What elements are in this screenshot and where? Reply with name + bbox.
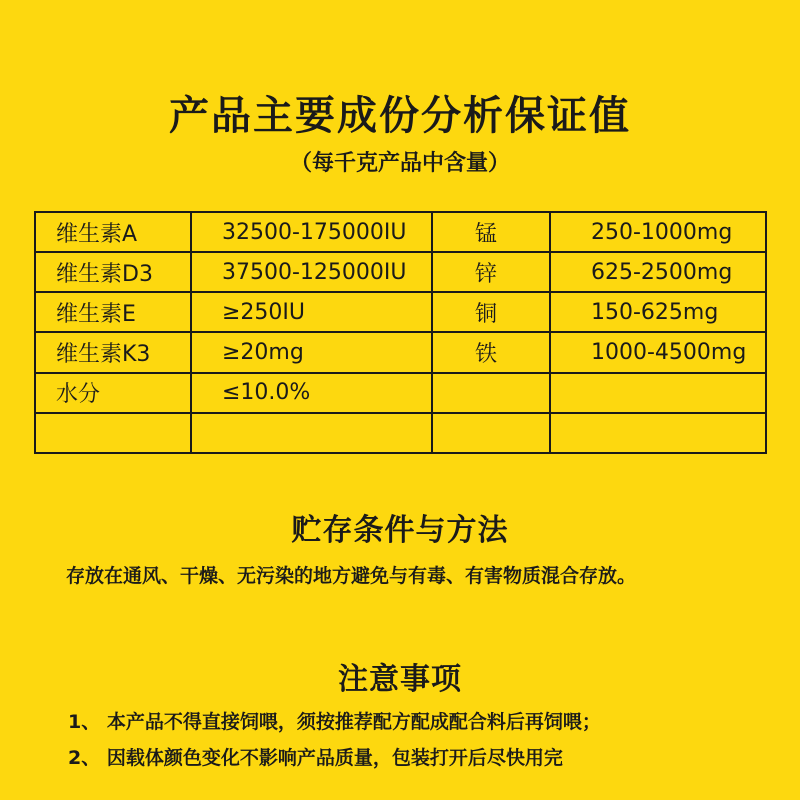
page-title: 产品主要成份分析保证值 [169, 93, 631, 139]
analysis-table [34, 211, 767, 454]
mineral-value [550, 373, 766, 413]
nutrient-value: ≥20mg [191, 332, 432, 372]
table-row [35, 413, 766, 453]
notes-list [68, 704, 788, 776]
table-row [35, 373, 766, 413]
note-item: 2、 因载体颜色变化不影响产品质量，包装打开后尽快用完 [68, 747, 563, 769]
nutrient-value: 37500-125000IU [191, 252, 432, 292]
table-row [35, 252, 766, 292]
mineral-name: 锰 [432, 212, 550, 252]
nutrient-name: 维生素D3 [35, 252, 191, 292]
nutrient-value [191, 413, 432, 453]
table-row [35, 292, 766, 332]
nutrient-value: ≤10.0% [191, 373, 432, 413]
storage-title: 贮存条件与方法 [291, 513, 509, 548]
mineral-value: 250-1000mg [550, 212, 766, 252]
table-row [35, 332, 766, 372]
mineral-value: 150-625mg [550, 292, 766, 332]
mineral-name: 铁 [432, 332, 550, 372]
nutrient-name: 水分 [35, 373, 191, 413]
mineral-value [550, 413, 766, 453]
nutrient-name: 维生素K3 [35, 332, 191, 372]
mineral-value: 1000-4500mg [550, 332, 766, 372]
table-row [35, 212, 766, 252]
mineral-name [432, 373, 550, 413]
nutrient-name [35, 413, 191, 453]
mineral-name: 铜 [432, 292, 550, 332]
mineral-value: 625-2500mg [550, 252, 766, 292]
storage-text: 存放在通风、干燥、无污染的地方避免与有毒、有害物质混合存放。 [66, 565, 637, 587]
mineral-name [432, 413, 550, 453]
nutrient-value: 32500-175000IU [191, 212, 432, 252]
note-item: 1、 本产品不得直接饲喂，须按推荐配方配成配合料后再饲喂； [68, 711, 601, 733]
page-subtitle: （每千克产品中含量） [289, 151, 510, 176]
mineral-name: 锌 [432, 252, 550, 292]
nutrient-name: 维生素E [35, 292, 191, 332]
nutrient-name: 维生素A [35, 212, 191, 252]
notes-title: 注意事项 [338, 662, 462, 697]
nutrient-value: ≥250IU [191, 292, 432, 332]
